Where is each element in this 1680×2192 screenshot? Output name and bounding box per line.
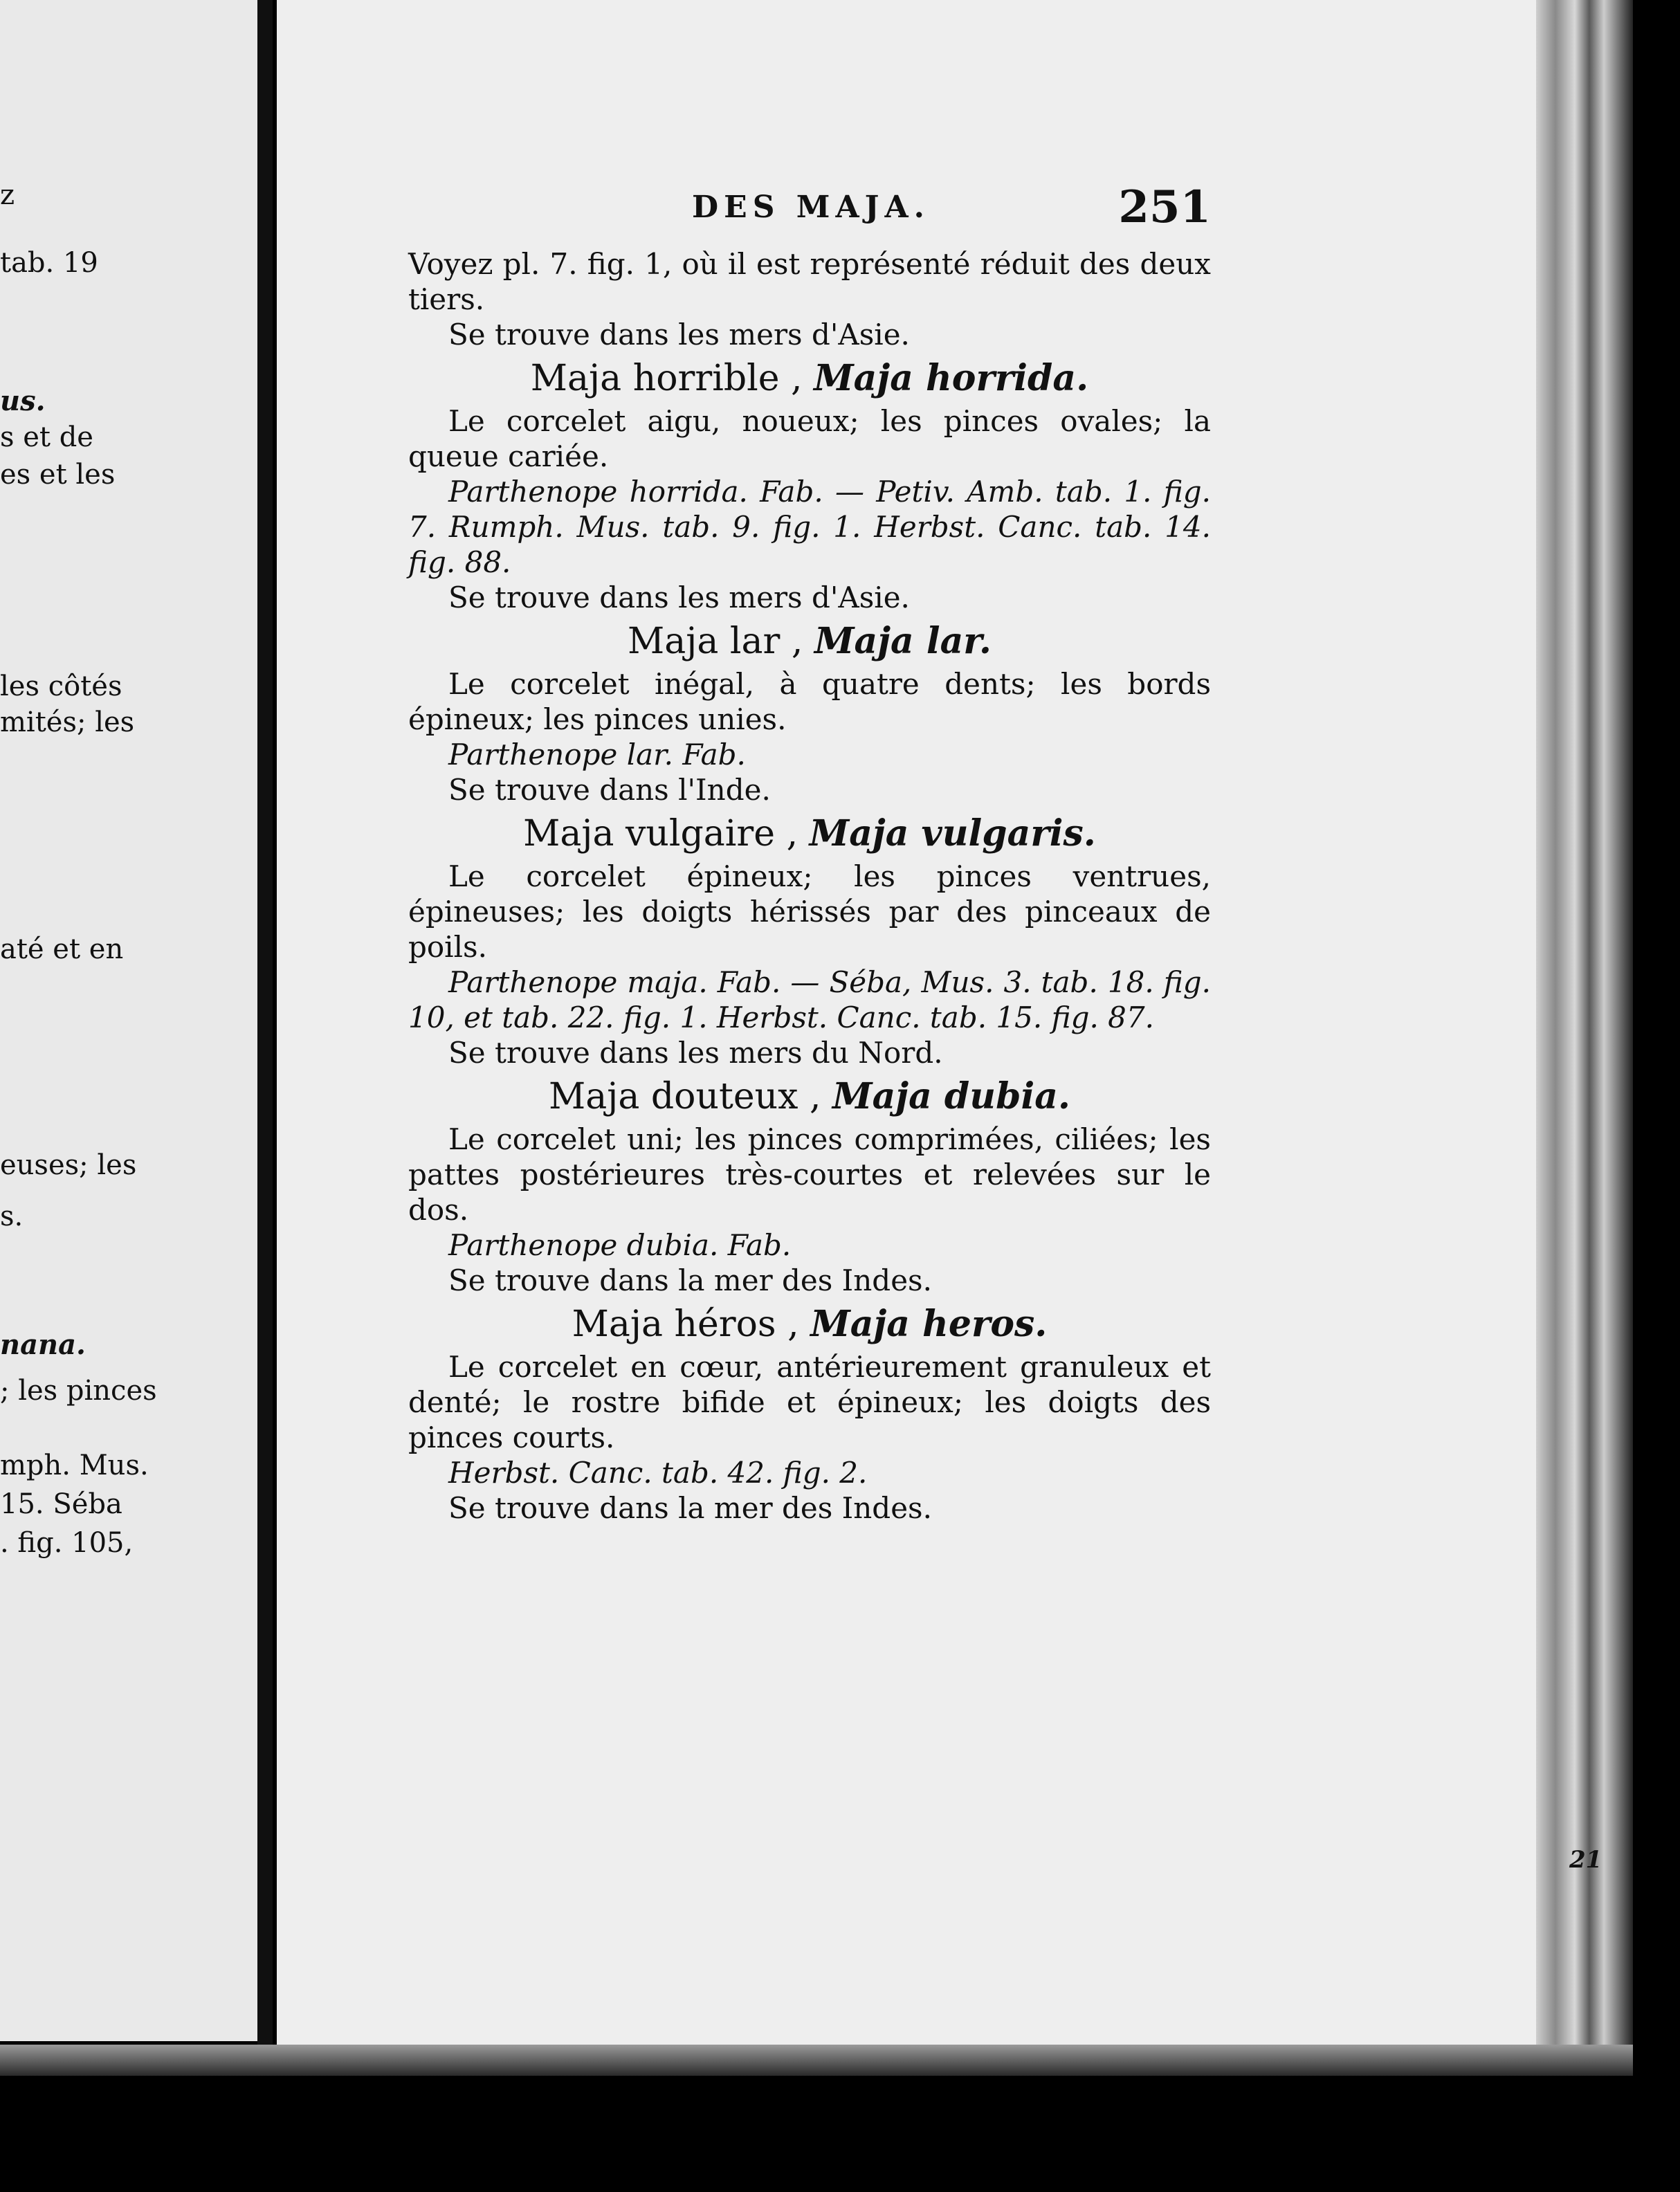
facing-page-text: les côtés: [0, 670, 122, 702]
facing-page-text: nana.: [0, 1328, 86, 1361]
body-paragraph: Le corcelet aigu, noueux; les pinces ovales; la queue cariée.: [408, 404, 1211, 473]
facing-page-text: . fig. 105,: [0, 1527, 134, 1559]
body-paragraph: Se trouve dans la mer des Indes.: [448, 1491, 932, 1525]
bibliographic-reference: Parthenope maja. Fab. — Séba, Mus. 3. tab. 18. fig. 10, et tab. 22. fig. 1. Herbst. Canc. tab. 15. fig. 87.: [408, 965, 1211, 1034]
facing-page-text: até et en: [0, 933, 124, 965]
species-heading: [408, 812, 1211, 856]
facing-page-text: s.: [0, 1200, 24, 1232]
facing-page-text: s et de: [0, 421, 93, 453]
species-heading: [408, 619, 1211, 664]
species-common-name: Maja lar ,: [627, 621, 803, 662]
facing-page-text: ; les pinces: [0, 1375, 157, 1407]
body-paragraph: Se trouve dans les mers d'Asie.: [448, 318, 910, 351]
facing-page-text: 15. Séba: [0, 1488, 122, 1520]
running-head: DES MAJA.: [692, 190, 930, 225]
body-paragraph: Se trouve dans les mers d'Asie.: [448, 581, 910, 614]
facing-page-fragment: [0, 0, 259, 2041]
species-common-name: Maja douteux ,: [548, 1076, 821, 1117]
facing-page-text: mph. Mus.: [0, 1450, 149, 1481]
bibliographic-reference: Parthenope dubia. Fab.: [448, 1228, 792, 1262]
species-latin-name: Maja dubia.: [832, 1075, 1070, 1117]
bibliographic-reference: Parthenope horrida. Fab. — Petiv. Amb. tab. 1. fig. 7. Rumph. Mus. tab. 9. fig. 1. Herbst. Canc. tab. 14. fig. 88.: [408, 475, 1211, 579]
species-latin-name: Maja horrida.: [814, 357, 1089, 399]
facing-page-text: euses; les: [0, 1149, 137, 1181]
facing-page-text: mités; les: [0, 706, 135, 738]
species-latin-name: Maja vulgaris.: [809, 812, 1096, 855]
facing-page-text: tab. 19: [0, 247, 98, 279]
body-paragraph: Le corcelet uni; les pinces comprimées, ciliées; les pattes postérieures très-courtes et relevées sur le dos.: [408, 1122, 1211, 1227]
species-latin-name: Maja heros.: [810, 1303, 1048, 1345]
species-heading: [408, 1075, 1211, 1119]
page-number: 251: [1118, 181, 1211, 233]
book-gutter: [257, 0, 273, 2048]
species-common-name: Maja horrible ,: [530, 358, 803, 399]
species-heading: [408, 1302, 1211, 1346]
body-paragraph: Voyez pl. 7. fig. 1, où il est représenté réduit des deux tiers.: [408, 247, 1211, 316]
species-common-name: Maja héros ,: [572, 1304, 799, 1345]
body-paragraph: Se trouve dans l'Inde.: [448, 773, 771, 807]
facing-page-text: es et les: [0, 459, 116, 491]
bibliographic-reference: Herbst. Canc. tab. 42. fig. 2.: [448, 1456, 868, 1490]
facing-page-text: z: [0, 179, 15, 211]
body-paragraph: Se trouve dans la mer des Indes.: [448, 1263, 932, 1297]
species-latin-name: Maja lar.: [814, 620, 992, 662]
page-bottom-edge: [0, 2045, 1633, 2076]
body-paragraph: Le corcelet épineux; les pinces ventrues, épineuses; les doigts hérissés par des pinceaux de poils.: [408, 859, 1211, 964]
body-paragraph: Le corcelet inégal, à quatre dents; les bords épineux; les pinces unies.: [408, 667, 1211, 736]
species-common-name: Maja vulgaire ,: [523, 813, 798, 855]
signature-mark: 21: [1569, 1846, 1603, 1874]
species-heading: [408, 356, 1211, 401]
page-header: [408, 181, 1211, 237]
facing-page-text: us.: [0, 385, 46, 417]
body-paragraph: Se trouve dans les mers du Nord.: [448, 1036, 943, 1070]
page-body: [408, 246, 1211, 1526]
body-paragraph: Le corcelet en cœur, antérieurement granuleux et denté; le rostre bifide et épineux; les doigts des pinces courts.: [408, 1350, 1211, 1454]
page-edge: [1536, 0, 1633, 2076]
bibliographic-reference: Parthenope lar. Fab.: [448, 738, 746, 771]
